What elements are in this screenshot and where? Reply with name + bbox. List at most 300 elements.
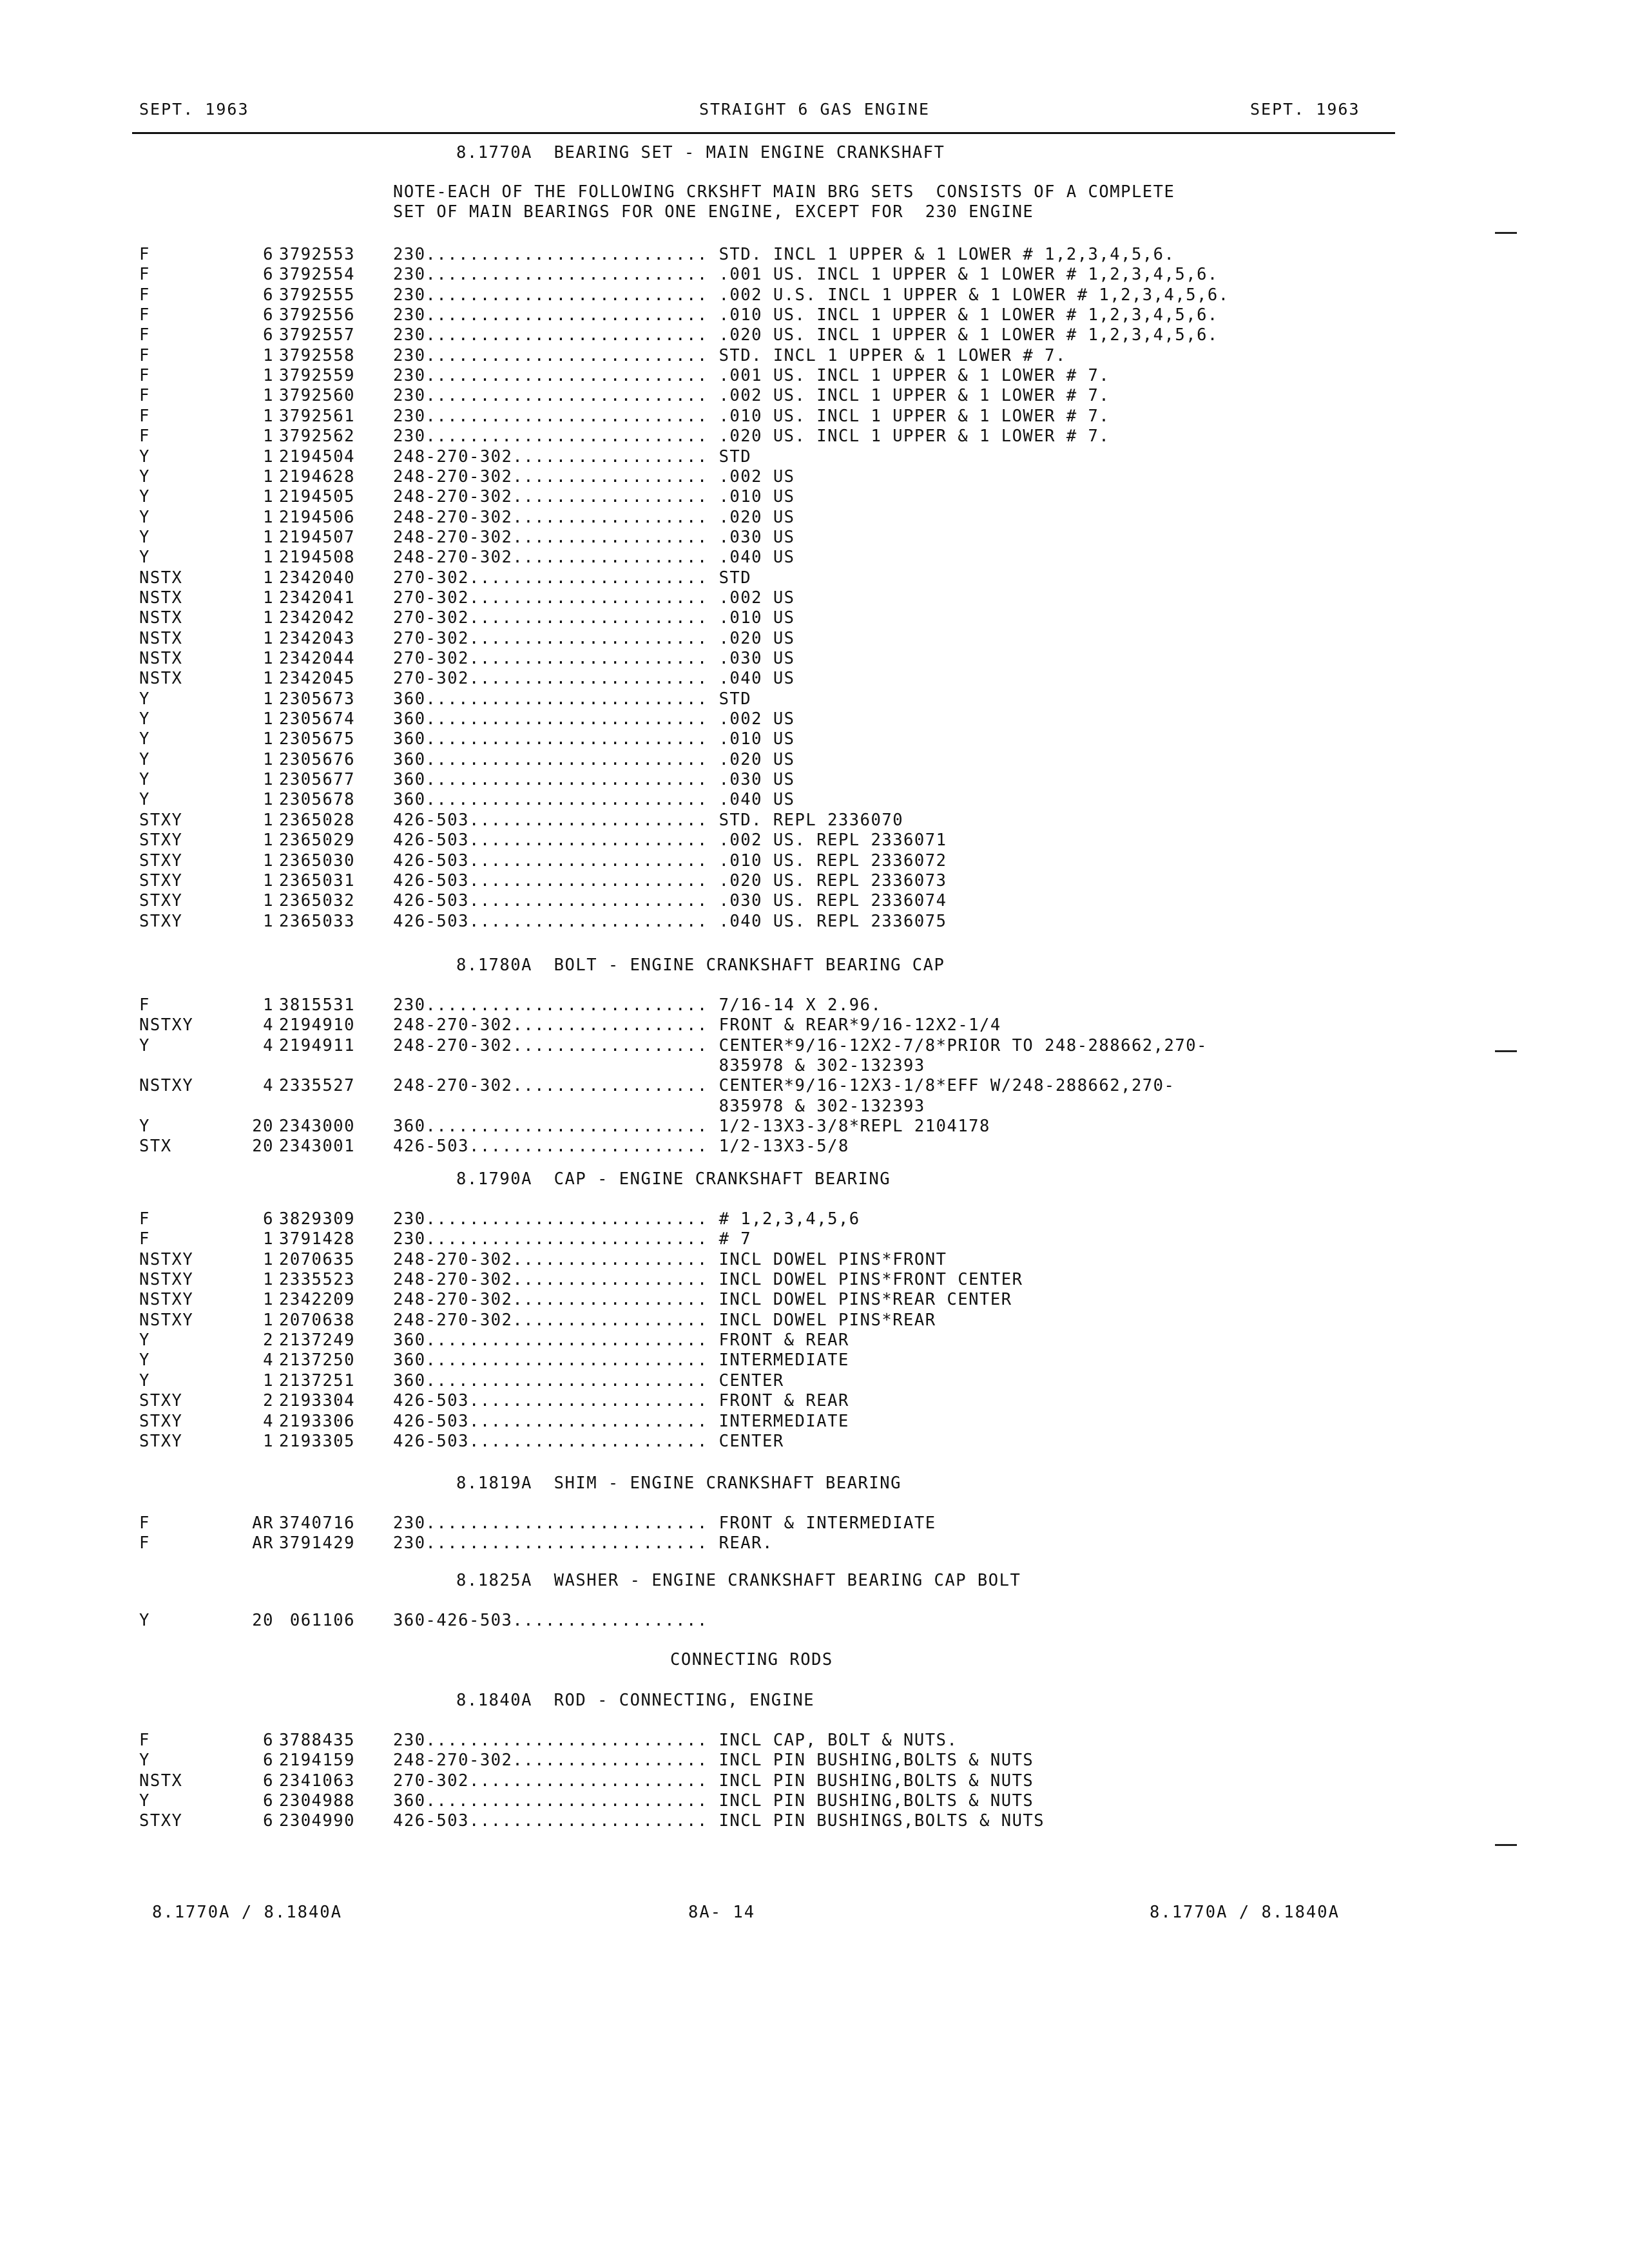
table-row [0, 1056, 1629, 1076]
quantity: 6 [263, 1731, 274, 1750]
model-code: F [139, 1731, 150, 1750]
quantity: 1 [263, 346, 274, 365]
quantity: 6 [263, 305, 274, 325]
section-note: NOTE-EACH OF THE FOLLOWING CRKSHFT MAIN BRG SETS CONSISTS OF A COMPLETE [393, 182, 1175, 202]
part-number: 3791428 [279, 1229, 355, 1249]
model-code: F [139, 325, 150, 345]
part-description: 360.......................... INTERMEDIATE [393, 1350, 849, 1370]
part-number: 3792557 [279, 325, 355, 345]
quantity: 6 [263, 1751, 274, 1770]
part-description: 230.......................... 7/16-14 X 2.96. [393, 995, 882, 1015]
model-code: Y [139, 528, 150, 547]
section-heading: 8.1780A BOLT - ENGINE CRANKSHAFT BEARING CAP [456, 956, 945, 975]
quantity: 1 [263, 649, 274, 668]
part-description: 426-503...................... 1/2-13X3-5/8 [393, 1137, 849, 1156]
model-code: F [139, 427, 150, 446]
table-row [0, 871, 1629, 891]
quantity: 1 [263, 1432, 274, 1451]
part-description: 360.......................... INCL PIN BUSHING,BOLTS & NUTS [393, 1791, 1034, 1811]
model-code: NSTX [139, 588, 183, 608]
model-code: F [139, 285, 150, 305]
part-description: 360.......................... .030 US [393, 770, 795, 789]
model-code: Y [139, 1611, 150, 1630]
model-code: STXY [139, 1432, 183, 1451]
model-code: STXY [139, 871, 183, 890]
part-description: 248-270-302.................. .030 US [393, 528, 795, 547]
table-row [0, 265, 1629, 285]
quantity: 1 [263, 386, 274, 405]
part-number: 3792553 [279, 245, 355, 264]
header-rule [132, 132, 1395, 134]
quantity: 1 [263, 1270, 274, 1289]
page-number: 8A- 14 [688, 1903, 756, 1922]
part-number: 3792561 [279, 407, 355, 426]
part-description: 248-270-302.................. .020 US [393, 508, 795, 527]
quantity: 1 [263, 467, 274, 486]
part-number: 2365031 [279, 871, 355, 890]
table-row [0, 790, 1629, 810]
part-description: 426-503...................... STD. REPL 2336070 [393, 811, 904, 830]
part-description: 248-270-302.................. INCL DOWEL PINS*REAR CENTER [393, 1290, 1012, 1309]
part-number: 3792559 [279, 366, 355, 385]
table-row [0, 1250, 1629, 1270]
table-row [0, 1097, 1629, 1117]
model-code: F [139, 1209, 150, 1229]
model-code: Y [139, 709, 150, 729]
section-heading: 8.1819A SHIM - ENGINE CRANKSHAFT BEARING [456, 1474, 901, 1493]
part-number: 2193304 [279, 1391, 355, 1410]
part-number: 2365030 [279, 851, 355, 870]
table-row [0, 346, 1629, 366]
part-number: 2335523 [279, 1270, 355, 1289]
quantity: 1 [263, 629, 274, 648]
part-number: 2342041 [279, 588, 355, 608]
part-description: 270-302...................... .040 US [393, 669, 795, 688]
model-code: STXY [139, 831, 183, 850]
model-code: F [139, 1229, 150, 1249]
table-row [0, 1311, 1629, 1331]
table-row [0, 285, 1629, 305]
table-row [0, 588, 1629, 608]
quantity: 4 [263, 1015, 274, 1035]
part-number: 2194506 [279, 508, 355, 527]
quantity: 4 [263, 1412, 274, 1431]
part-description: 360.......................... CENTER [393, 1371, 784, 1390]
part-number: 2343000 [279, 1117, 355, 1136]
part-number: 3792555 [279, 285, 355, 305]
model-code: NSTXY [139, 1290, 194, 1309]
model-code: F [139, 407, 150, 426]
table-row [0, 912, 1629, 932]
model-code: Y [139, 1791, 150, 1811]
quantity: 1 [263, 689, 274, 709]
table-row [0, 831, 1629, 850]
part-number: 2194505 [279, 487, 355, 506]
part-description: 230.......................... # 7 [393, 1229, 752, 1249]
model-code: NSTXY [139, 1076, 194, 1095]
quantity: 6 [263, 285, 274, 305]
model-code: Y [139, 1350, 150, 1370]
model-code: STXY [139, 891, 183, 910]
part-number: 2342043 [279, 629, 355, 648]
part-description: 230.......................... .020 US. INCL 1 UPPER & 1 LOWER # 7. [393, 427, 1110, 446]
section-heading: CONNECTING RODS [670, 1650, 833, 1669]
part-number: 061106 [279, 1611, 355, 1630]
part-description: 248-270-302.................. INCL DOWEL PINS*REAR [393, 1311, 936, 1330]
model-code: Y [139, 447, 150, 466]
part-description: 360.......................... .010 US [393, 729, 795, 749]
part-number: 2137250 [279, 1350, 355, 1370]
header-title: STRAIGHT 6 GAS ENGINE [699, 100, 930, 119]
table-row [0, 325, 1629, 345]
part-description: 270-302...................... .010 US [393, 608, 795, 628]
model-code: NSTX [139, 649, 183, 668]
part-description: 230.......................... .001 US. INCL 1 UPPER & 1 LOWER # 1,2,3,4,5,6. [393, 265, 1219, 284]
quantity: 1 [263, 995, 274, 1015]
model-code: STXY [139, 1811, 183, 1831]
table-row [0, 649, 1629, 669]
model-code: F [139, 245, 150, 264]
part-description: 360.......................... .040 US [393, 790, 795, 809]
model-code: Y [139, 1117, 150, 1136]
table-row [0, 1791, 1629, 1811]
part-number: 2194159 [279, 1751, 355, 1770]
quantity: 1 [263, 811, 274, 830]
table-row [0, 1432, 1629, 1452]
quantity: 6 [263, 325, 274, 345]
table-row [0, 245, 1629, 265]
part-number: 3792562 [279, 427, 355, 446]
part-description: 230.......................... .010 US. INCL 1 UPPER & 1 LOWER # 1,2,3,4,5,6. [393, 305, 1219, 325]
header-date-right: SEPT. 1963 [1250, 100, 1360, 119]
part-number: 2305673 [279, 689, 355, 709]
quantity: 1 [263, 790, 274, 809]
part-number: 2342040 [279, 568, 355, 588]
quantity: 4 [263, 1036, 274, 1055]
model-code: NSTXY [139, 1270, 194, 1289]
part-number: 2193305 [279, 1432, 355, 1451]
section-heading: 8.1770A BEARING SET - MAIN ENGINE CRANKSHAFT [456, 143, 945, 162]
part-number: 3792560 [279, 386, 355, 405]
part-number: 3788435 [279, 1731, 355, 1750]
quantity: 1 [263, 770, 274, 789]
table-row [0, 608, 1629, 628]
part-number: 3740716 [279, 1514, 355, 1533]
part-number: 2194910 [279, 1015, 355, 1035]
table-row [0, 689, 1629, 709]
part-description: 248-270-302.................. INCL PIN BUSHING,BOLTS & NUTS [393, 1751, 1034, 1770]
part-number: 2305674 [279, 709, 355, 729]
table-row [0, 447, 1629, 467]
part-description: 426-503...................... CENTER [393, 1432, 784, 1451]
part-description: 230.......................... STD. INCL 1 UPPER & 1 LOWER # 1,2,3,4,5,6. [393, 245, 1175, 264]
quantity: AR [252, 1533, 274, 1553]
part-number: 2194911 [279, 1036, 355, 1055]
table-row [0, 851, 1629, 871]
table-row [0, 750, 1629, 770]
part-description: 270-302...................... INCL PIN BUSHING,BOLTS & NUTS [393, 1771, 1034, 1791]
model-code: NSTX [139, 608, 183, 628]
part-number: 3792558 [279, 346, 355, 365]
table-row [0, 1371, 1629, 1391]
model-code: NSTXY [139, 1015, 194, 1035]
part-description: 426-503...................... .002 US. REPL 2336071 [393, 831, 947, 850]
part-description: 248-270-302.................. INCL DOWEL PINS*FRONT CENTER [393, 1270, 1023, 1289]
part-number: 2070635 [279, 1250, 355, 1269]
quantity: 20 [252, 1137, 274, 1156]
model-code: STXY [139, 1412, 183, 1431]
part-description: 426-503...................... .010 US. REPL 2336072 [393, 851, 947, 870]
quantity: 1 [263, 487, 274, 506]
part-description: 248-270-302.................. .002 US [393, 467, 795, 486]
part-number: 2194508 [279, 548, 355, 567]
quantity: 1 [263, 366, 274, 385]
part-description: 426-503...................... INCL PIN BUSHINGS,BOLTS & NUTS [393, 1811, 1045, 1831]
model-code: Y [139, 1331, 150, 1350]
part-description: 270-302...................... .030 US [393, 649, 795, 668]
quantity: 6 [263, 265, 274, 284]
part-description: 248-270-302.................. CENTER*9/16-12X2-7/8*PRIOR TO 248-288662,270- [393, 1036, 1208, 1055]
part-number: 2365032 [279, 891, 355, 910]
part-number: 3829309 [279, 1209, 355, 1229]
part-description: 230.......................... .001 US. INCL 1 UPPER & 1 LOWER # 7. [393, 366, 1110, 385]
footer-range-left: 8.1770A / 8.1840A [152, 1903, 342, 1922]
part-description: 230.......................... # 1,2,3,4,5,6 [393, 1209, 860, 1229]
section-note: SET OF MAIN BEARINGS FOR ONE ENGINE, EXCEPT FOR 230 ENGINE [393, 202, 1034, 222]
part-number: 2305678 [279, 790, 355, 809]
quantity: 20 [252, 1611, 274, 1630]
quantity: 6 [263, 1811, 274, 1831]
table-row [0, 528, 1629, 548]
model-code: STX [139, 1137, 172, 1156]
table-row [0, 467, 1629, 487]
model-code: NSTX [139, 669, 183, 688]
table-row [0, 568, 1629, 588]
model-code: F [139, 366, 150, 385]
quantity: 1 [263, 528, 274, 547]
table-row [0, 1412, 1629, 1432]
model-code: F [139, 995, 150, 1015]
table-row [0, 729, 1629, 749]
part-number: 2305675 [279, 729, 355, 749]
model-code: Y [139, 487, 150, 506]
margin-mark [1495, 232, 1517, 234]
model-code: NSTXY [139, 1311, 194, 1330]
table-row [0, 1731, 1629, 1751]
model-code: F [139, 305, 150, 325]
table-row [0, 1533, 1629, 1553]
quantity: 1 [263, 427, 274, 446]
quantity: 1 [263, 871, 274, 890]
quantity: 1 [263, 588, 274, 608]
quantity: 1 [263, 851, 274, 870]
quantity: 1 [263, 891, 274, 910]
part-description: 360.......................... 1/2-13X3-3/8*REPL 2104178 [393, 1117, 990, 1136]
part-description: 835978 & 302-132393 [393, 1097, 925, 1116]
part-description: 426-503...................... .030 US. REPL 2336074 [393, 891, 947, 910]
table-row [0, 1331, 1629, 1350]
part-description: 360.......................... .002 US [393, 709, 795, 729]
quantity: 2 [263, 1391, 274, 1410]
part-description: 248-270-302.................. CENTER*9/16-12X3-1/8*EFF W/248-288662,270- [393, 1076, 1175, 1095]
quantity: 1 [263, 831, 274, 850]
part-number: 2365028 [279, 811, 355, 830]
model-code: STXY [139, 912, 183, 931]
model-code: Y [139, 750, 150, 769]
part-description: 426-503...................... FRONT & REAR [393, 1391, 849, 1410]
table-row [0, 1514, 1629, 1533]
table-row [0, 1117, 1629, 1137]
header-date-left: SEPT. 1963 [139, 100, 249, 119]
table-row [0, 1751, 1629, 1771]
part-number: 2194504 [279, 447, 355, 466]
part-number: 2342209 [279, 1290, 355, 1309]
part-description: 270-302...................... .002 US [393, 588, 795, 608]
quantity: 1 [263, 1371, 274, 1390]
part-number: 2342045 [279, 669, 355, 688]
part-description: 270-302...................... STD [393, 568, 752, 588]
quantity: 1 [263, 912, 274, 931]
table-row [0, 1290, 1629, 1310]
quantity: 4 [263, 1076, 274, 1095]
model-code: F [139, 265, 150, 284]
table-row [0, 1036, 1629, 1056]
part-number: 2342044 [279, 649, 355, 668]
part-number: 2304990 [279, 1811, 355, 1831]
part-description: 360.......................... FRONT & REAR [393, 1331, 849, 1350]
model-code: NSTX [139, 568, 183, 588]
part-description: 230.......................... FRONT & INTERMEDIATE [393, 1514, 936, 1533]
quantity: 1 [263, 1290, 274, 1309]
table-row [0, 508, 1629, 528]
part-description: 360-426-503.................. [393, 1611, 708, 1630]
part-description: 248-270-302.................. .040 US [393, 548, 795, 567]
part-description: 230.......................... .002 US. INCL 1 UPPER & 1 LOWER # 7. [393, 386, 1110, 405]
table-row [0, 1229, 1629, 1249]
model-code: Y [139, 770, 150, 789]
table-row [0, 1811, 1629, 1831]
quantity: 1 [263, 1311, 274, 1330]
part-description: 360.......................... .020 US [393, 750, 795, 769]
table-row [0, 1137, 1629, 1157]
table-row [0, 1270, 1629, 1290]
model-code: NSTX [139, 629, 183, 648]
quantity: 1 [263, 709, 274, 729]
part-description: 426-503...................... .040 US. REPL 2336075 [393, 912, 947, 931]
part-number: 3792556 [279, 305, 355, 325]
model-code: NSTX [139, 1771, 183, 1791]
part-number: 2304988 [279, 1791, 355, 1811]
table-row [0, 427, 1629, 447]
part-description: 426-503...................... INTERMEDIATE [393, 1412, 849, 1431]
quantity: 6 [263, 1771, 274, 1791]
table-row [0, 305, 1629, 325]
part-number: 2365029 [279, 831, 355, 850]
part-number: 2341063 [279, 1771, 355, 1791]
model-code: F [139, 1533, 150, 1553]
margin-mark [1495, 1844, 1517, 1846]
part-number: 2335527 [279, 1076, 355, 1095]
section-heading: 8.1825A WASHER - ENGINE CRANKSHAFT BEARING CAP BOLT [456, 1571, 1021, 1590]
model-code: Y [139, 689, 150, 709]
quantity: 6 [263, 1791, 274, 1811]
model-code: STXY [139, 811, 183, 830]
part-description: 248-270-302.................. STD [393, 447, 752, 466]
table-row [0, 669, 1629, 689]
quantity: 1 [263, 1229, 274, 1249]
quantity: 1 [263, 729, 274, 749]
table-row [0, 1771, 1629, 1791]
section-heading: 8.1840A ROD - CONNECTING, ENGINE [456, 1691, 815, 1710]
part-description: 248-270-302.................. INCL DOWEL PINS*FRONT [393, 1250, 947, 1269]
quantity: 1 [263, 608, 274, 628]
quantity: 4 [263, 1350, 274, 1370]
table-row [0, 811, 1629, 831]
table-row [0, 548, 1629, 568]
part-number: 2365033 [279, 912, 355, 931]
part-number: 2305677 [279, 770, 355, 789]
model-code: Y [139, 508, 150, 527]
model-code: Y [139, 548, 150, 567]
quantity: 2 [263, 1331, 274, 1350]
part-description: 835978 & 302-132393 [393, 1056, 925, 1075]
footer-range-right: 8.1770A / 8.1840A [1150, 1903, 1340, 1922]
model-code: Y [139, 1751, 150, 1770]
model-code: Y [139, 1036, 150, 1055]
table-row [0, 386, 1629, 406]
table-row [0, 1350, 1629, 1370]
table-row [0, 1391, 1629, 1411]
table-row [0, 995, 1629, 1015]
table-row [0, 891, 1629, 911]
quantity: 1 [263, 548, 274, 567]
quantity: 1 [263, 508, 274, 527]
quantity: 1 [263, 447, 274, 466]
model-code: Y [139, 790, 150, 809]
quantity: 1 [263, 750, 274, 769]
table-row [0, 1015, 1629, 1035]
quantity: 1 [263, 669, 274, 688]
part-number: 3792554 [279, 265, 355, 284]
part-number: 2070638 [279, 1311, 355, 1330]
part-description: 230.......................... STD. INCL 1 UPPER & 1 LOWER # 7. [393, 346, 1066, 365]
part-number: 2137251 [279, 1371, 355, 1390]
model-code: STXY [139, 1391, 183, 1410]
model-code: Y [139, 467, 150, 486]
table-row [0, 1209, 1629, 1229]
section-heading: 8.1790A CAP - ENGINE CRANKSHAFT BEARING [456, 1169, 891, 1189]
part-number: 2193306 [279, 1412, 355, 1431]
margin-mark [1495, 1050, 1517, 1052]
table-row [0, 629, 1629, 649]
quantity: 1 [263, 568, 274, 588]
part-description: 230.......................... INCL CAP, BOLT & NUTS. [393, 1731, 958, 1750]
part-number: 3815531 [279, 995, 355, 1015]
table-row [0, 709, 1629, 729]
table-row [0, 1076, 1629, 1096]
part-description: 426-503...................... .020 US. REPL 2336073 [393, 871, 947, 890]
part-description: 230.......................... .010 US. INCL 1 UPPER & 1 LOWER # 7. [393, 407, 1110, 426]
quantity: 6 [263, 245, 274, 264]
quantity: 1 [263, 1250, 274, 1269]
quantity: 6 [263, 1209, 274, 1229]
table-row [0, 366, 1629, 386]
part-number: 3791429 [279, 1533, 355, 1553]
part-number: 2137249 [279, 1331, 355, 1350]
quantity: 20 [252, 1117, 274, 1136]
part-number: 2343001 [279, 1137, 355, 1156]
model-code: NSTXY [139, 1250, 194, 1269]
